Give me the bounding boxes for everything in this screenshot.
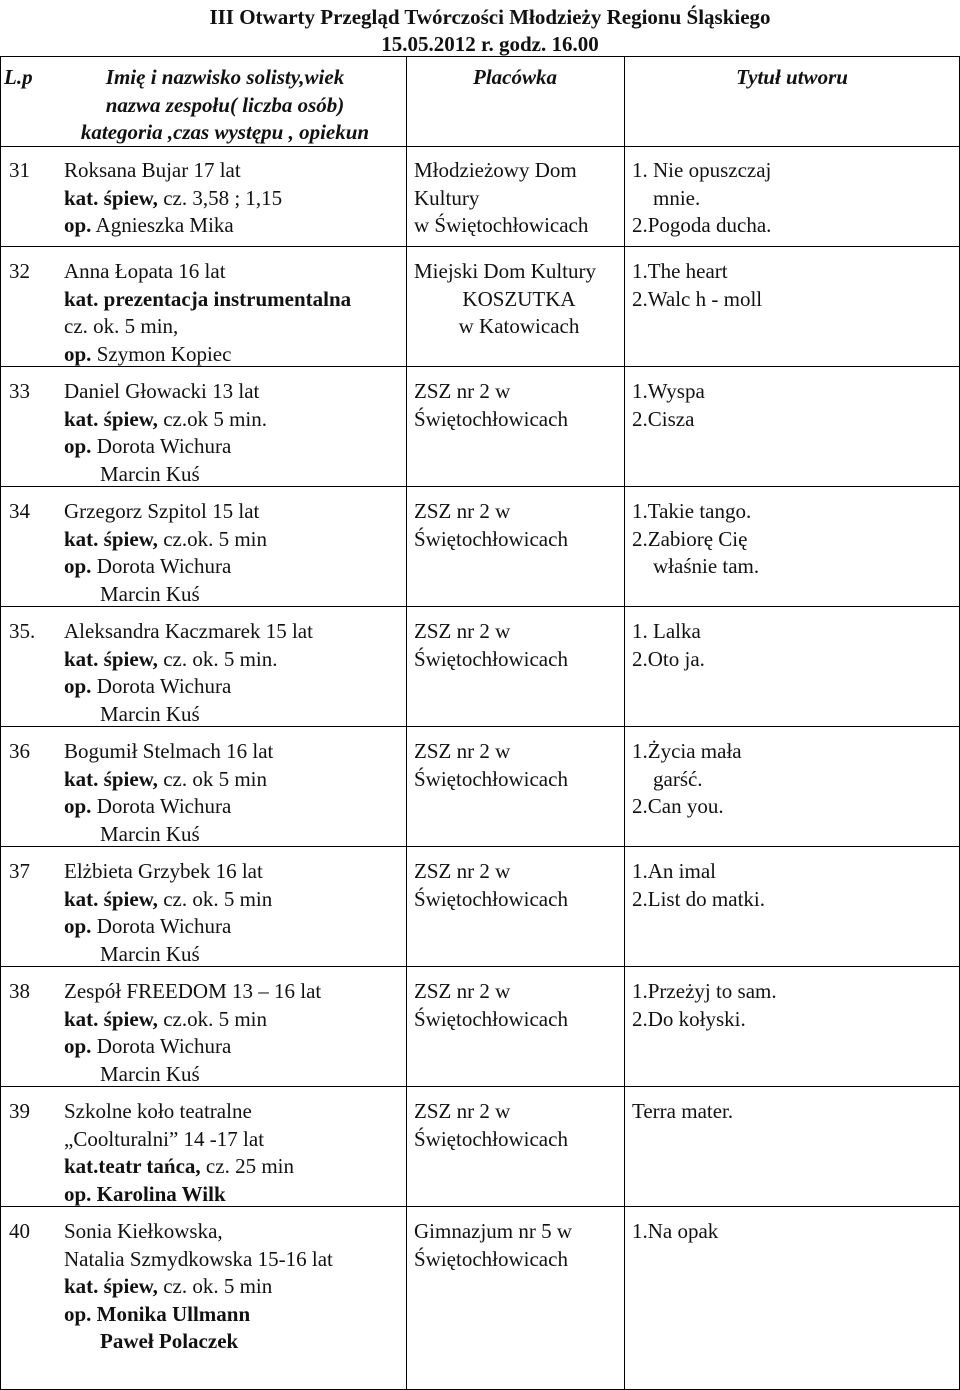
song-title: mnie. [653, 185, 701, 210]
supervisor-name: Szymon Kopiec [91, 341, 232, 366]
row-number: 33 [9, 379, 30, 403]
institution-line: ZSZ nr 2 w [414, 739, 511, 763]
song-title: 2.Walc h - moll [632, 286, 763, 311]
institution-line: ZSZ nr 2 w [414, 619, 511, 643]
table-border-top [0, 56, 960, 57]
participant-cell [64, 498, 267, 608]
song-title: właśnie tam. [653, 554, 760, 578]
institution-line: Świętochłowicach [414, 526, 568, 551]
row-number: 34 [9, 499, 30, 523]
category-detail: cz. 25 min [200, 1154, 294, 1178]
category-line [64, 526, 267, 554]
supervisor-name: Dorota Wichura [91, 1034, 232, 1058]
title-cell [632, 1218, 718, 1246]
supervisor-line [64, 341, 351, 369]
supervisor-line [64, 673, 313, 701]
category-line [64, 1273, 333, 1301]
title-cell [632, 498, 759, 581]
category-detail: cz. ok. 5 min. [157, 646, 278, 671]
institution-line: KOSZUTKA [462, 286, 576, 311]
participant-cell [64, 1098, 294, 1208]
category-line [64, 406, 267, 434]
title-cell [632, 1098, 733, 1126]
supervisor-name: Dorota Wichura [91, 794, 232, 818]
category-label: kat. śpiew, [64, 886, 158, 911]
category-label: kat. śpiew, [64, 766, 158, 791]
title-cell [632, 858, 765, 913]
institution-cell [414, 618, 568, 673]
title-line-1: III Otwarty Przegląd Twórczości Młodzieży Regionu Śląskiego [209, 5, 771, 29]
category-line [64, 646, 313, 674]
institution-line: ZSZ nr 2 w [414, 1099, 511, 1123]
institution-line: ZSZ nr 2 w [414, 379, 511, 403]
participant-cell [64, 858, 272, 968]
participant-name: Grzegorz Szpitol 15 lat [64, 499, 260, 523]
song-title: 1. Lalka [632, 619, 701, 643]
participant-cell [64, 1218, 333, 1356]
category-label: kat. śpiew, [64, 646, 158, 671]
supervisor-name: Dorota Wichura [91, 674, 232, 698]
institution-line: Kultury [414, 185, 480, 210]
document-title [0, 4, 960, 58]
participant-name: Zespół FREEDOM 13 – 16 lat [64, 979, 322, 1003]
title-cell [632, 378, 705, 433]
participant-cell [64, 258, 351, 368]
title-cell [632, 258, 762, 313]
category-detail: cz.ok 5 min. [157, 406, 267, 431]
supervisor-line [64, 553, 267, 581]
institution-line: Miejski Dom Kultury [414, 259, 596, 283]
supervisor-label: op. [64, 914, 92, 938]
institution-cell [414, 738, 568, 793]
institution-cell [414, 978, 568, 1033]
song-title: 2.Pogoda ducha. [632, 213, 772, 237]
participant-name: Anna Łopata 16 lat [64, 259, 226, 283]
supervisor-name: Dorota Wichura [91, 554, 232, 578]
participant-name-2: „Coolturalni” 14 -17 lat [64, 1126, 265, 1151]
header-placowka: Placówka [473, 65, 557, 89]
row-separator [0, 246, 960, 247]
category-label: kat. śpiew, [64, 526, 158, 551]
supervisor-label: op. [64, 1034, 92, 1058]
institution-line: Świętochłowicach [414, 1126, 568, 1151]
title-line-2: 15.05.2012 r. godz. 16.00 [381, 32, 599, 56]
supervisor-name-2: Marcin Kuś [100, 581, 200, 606]
supervisor-line [64, 212, 282, 240]
row-number: 40 [9, 1219, 30, 1243]
institution-line: w Katowicach [458, 314, 580, 338]
category-detail: cz. ok 5 min [157, 766, 267, 791]
row-number: 37 [9, 859, 30, 883]
participant-name: Sonia Kiełkowska, [64, 1219, 223, 1243]
supervisor-name-2: Paweł Polaczek [100, 1329, 239, 1353]
category-line [64, 286, 351, 314]
header-person-line: kategoria ,czas występu , opiekun [80, 120, 370, 144]
category-line [64, 886, 272, 914]
header-person [40, 64, 410, 147]
row-separator [0, 146, 960, 147]
participant-cell [64, 738, 273, 848]
row-number: 36 [9, 739, 30, 763]
institution-line: Świętochłowicach [414, 886, 568, 911]
supervisor-name: Dorota Wichura [91, 434, 232, 458]
institution-line: w Świętochłowicach [414, 213, 589, 237]
song-title: 1.The heart [632, 259, 728, 283]
supervisor-line [64, 1301, 333, 1329]
song-title: 2.Can you. [632, 794, 724, 818]
supervisor-label: op. [64, 554, 92, 578]
category-line [64, 766, 273, 794]
title-cell [632, 157, 771, 240]
song-title: 1.Takie tango. [632, 499, 752, 523]
supervisor-name: Agnieszka Mika [91, 213, 234, 237]
participant-name-2: Natalia Szmydkowska 15-16 lat [64, 1246, 333, 1271]
category-label: kat. śpiew, [64, 406, 158, 431]
supervisor-line [64, 793, 273, 821]
song-title: 1.Przeżyj to sam. [632, 979, 777, 1003]
table-border-left [0, 56, 1, 1390]
participant-cell [64, 157, 282, 240]
institution-line: ZSZ nr 2 w [414, 979, 511, 1003]
participant-name: Roksana Bujar 17 lat [64, 158, 241, 182]
supervisor-line [64, 433, 267, 461]
supervisor-line [64, 913, 272, 941]
institution-line: Świętochłowicach [414, 646, 568, 671]
institution-cell [414, 258, 624, 341]
supervisor-name-2: Marcin Kuś [100, 1061, 200, 1086]
row-number: 35. [9, 619, 36, 643]
song-title: garść. [653, 766, 703, 791]
institution-line: Świętochłowicach [414, 1246, 568, 1271]
column-divider-placowka [406, 56, 407, 1390]
supervisor-name-2: Marcin Kuś [100, 701, 200, 726]
title-cell [632, 738, 742, 821]
institution-cell [414, 1098, 568, 1153]
song-title: 2.Oto ja. [632, 646, 705, 671]
participant-name: Szkolne koło teatralne [64, 1099, 252, 1123]
category-detail: cz.ok. 5 min [157, 526, 267, 551]
row-number: 39 [9, 1099, 30, 1123]
institution-cell [414, 1218, 572, 1273]
category-line [64, 1153, 294, 1181]
row-number: 32 [9, 259, 30, 283]
song-title: 1.Wyspa [632, 379, 705, 403]
institution-cell [414, 157, 588, 240]
category-label: kat.teatr tańca, [64, 1154, 201, 1178]
institution-cell [414, 858, 568, 913]
supervisor-label: op. [64, 794, 92, 818]
song-title: 2.Zabiorę Cię [632, 526, 748, 551]
header-lp: L.p [4, 65, 33, 89]
title-cell [632, 618, 705, 673]
supervisor-line [64, 1033, 321, 1061]
institution-cell [414, 378, 568, 433]
song-title: 1.An imal [632, 859, 716, 883]
category-detail: cz. ok. 5 min [157, 886, 273, 911]
institution-line: Młodzieżowy Dom [414, 158, 577, 182]
category-label: kat. śpiew, [64, 185, 158, 210]
institution-line: Świętochłowicach [414, 1006, 568, 1031]
participant-cell [64, 978, 321, 1088]
category-detail: cz.ok. 5 min [157, 1006, 267, 1031]
category-detail: cz. ok. 5 min [157, 1274, 273, 1298]
category-detail: cz. 3,58 ; 1,15 [157, 185, 283, 210]
header-person-line: Imię i nazwisko solisty,wiek [105, 65, 345, 89]
title-cell [632, 978, 777, 1033]
supervisor-name: Dorota Wichura [91, 914, 232, 938]
participant-cell [64, 618, 313, 728]
category-label: kat. prezentacja instrumentalna [64, 286, 352, 311]
supervisor-label: op. Karolina Wilk [64, 1181, 226, 1206]
participant-name: Bogumił Stelmach 16 lat [64, 739, 274, 763]
supervisor-name-2: Marcin Kuś [100, 461, 200, 486]
participant-name: Daniel Głowacki 13 lat [64, 379, 260, 403]
institution-line: ZSZ nr 2 w [414, 859, 511, 883]
participant-name: Aleksandra Kaczmarek 15 lat [64, 619, 313, 643]
category-line [64, 185, 282, 213]
header-tytul: Tytuł utworu [736, 65, 848, 89]
supervisor-label: op. [64, 434, 92, 458]
institution-line: ZSZ nr 2 w [414, 499, 511, 523]
supervisor-label: op. Monika Ullmann [64, 1301, 251, 1326]
duration-line: cz. ok. 5 min, [64, 314, 179, 338]
institution-line: Świętochłowicach [414, 406, 568, 431]
song-title: 1.Życia mała [632, 739, 742, 763]
column-divider-tytul [624, 56, 625, 1390]
supervisor-label: op. [64, 674, 92, 698]
supervisor-name-2: Marcin Kuś [100, 821, 200, 846]
institution-cell [414, 498, 568, 553]
header-person-line: nazwa zespołu( liczba osób) [105, 92, 345, 117]
supervisor-name-2: Marcin Kuś [100, 941, 200, 966]
supervisor-label: op. [64, 341, 92, 366]
schedule-table [0, 56, 960, 1390]
supervisor-label: op. [64, 213, 92, 237]
institution-line: Świętochłowicach [414, 766, 568, 791]
row-number: 38 [9, 979, 30, 1003]
category-label: kat. śpiew, [64, 1274, 158, 1298]
row-number: 31 [9, 158, 30, 182]
category-line [64, 1006, 321, 1034]
institution-line: Gimnazjum nr 5 w [414, 1219, 573, 1243]
song-title: 2.Do kołyski. [632, 1006, 746, 1031]
participant-cell [64, 378, 267, 488]
song-title: 2.Cisza [632, 406, 695, 431]
song-title: 1. Nie opuszczaj [632, 158, 772, 182]
song-title: 1.Na opak [632, 1219, 719, 1243]
song-title: Terra mater. [632, 1099, 734, 1123]
song-title: 2.List do matki. [632, 886, 765, 911]
participant-name: Elżbieta Grzybek 16 lat [64, 859, 263, 883]
supervisor-line [64, 1181, 294, 1209]
category-label: kat. śpiew, [64, 1006, 158, 1031]
